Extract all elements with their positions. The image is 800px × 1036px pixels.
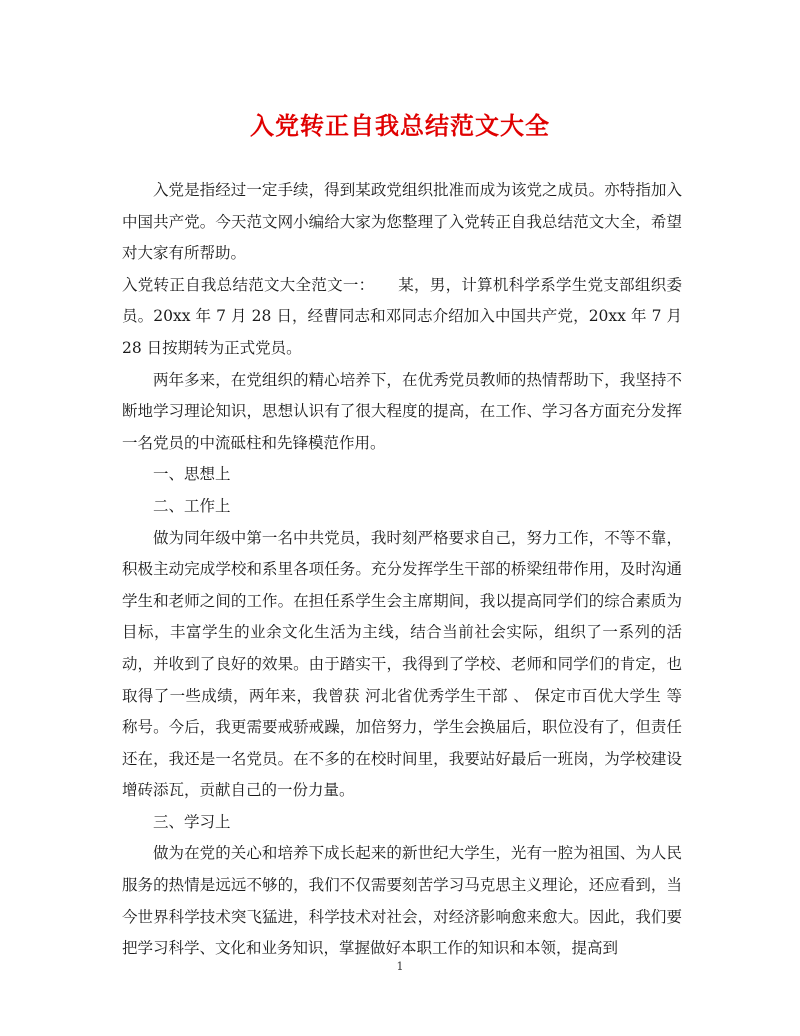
paragraph-study: 做为在党的关心和培养下成长起来的新世纪大学生，光有一腔为祖国、为人民服务的热情是远远不够的，我们不仅需要刻苦学习马克思主义理论，还应看到，当今世界科学技术突飞猛进，科学技术对社会，对经济影响愈来愈大。因此，我们要把学习科学、文化和业务知识，掌握做好本职工作的知识和本领，提高到	[122, 844, 682, 958]
paragraph-intro: 入党是指经过一定手续，得到某政党组织批准而成为该党之成员。亦特指加入中国共产党。今天范文网小编给大家为您整理了入党转正自我总结范文大全，希望对大家有所帮助。	[122, 181, 682, 263]
section-heading-thought: 一、思想上	[153, 465, 231, 484]
paragraph-work: 做为同年级中第一名中共党员，我时刻严格要求自己，努力工作，不等不靠，积极主动完成学校和系里各项任务。充分发挥学生干部的桥梁纽带作用，及时沟通学生和老师之间的工作。在担任系学生会主席期间，我以提高同学们的综合素质为目标，丰富学生的业余文化生活为主线，结合当前社会实际，组织了一系列的活动，并收到了良好的效果。由于踏实干，我得到了学校、老师和同学们的肯定，也取得了一些成绩，两年来，我曾获 河北省优秀学生干部 、 保定市百优大学生 等称号。今后，我更需要戒骄戒躁，加倍努力，学生会换届后，职位没有了，但责任还在，我还是一名党员。在不多的在校时间里，我要站好最后一班岗，为学校建设增砖添瓦，贡献自己的一份力量。	[122, 528, 682, 800]
paragraph-sample-one: 入党转正自我总结范文大全范文一： 某，男，计算机科学系学生党支部组织委员。20xx 年 7 月 28 日，经曹同志和邓同志介绍加入中国共产党，20xx 年 7 月 28 日按期转为正式党员。	[122, 275, 682, 357]
paragraph-two-years: 两年多来，在党组织的精心培养下，在优秀党员教师的热情帮助下，我坚持不断地学习理论知识，思想认识有了很大程度的提高，在工作、学习各方面充分发挥一名党员的中流砥柱和先锋模范作用。	[122, 370, 682, 452]
page-number: 1	[396, 960, 404, 973]
document-title: 入党转正自我总结范文大全	[250, 111, 550, 140]
document-body	[122, 175, 682, 965]
section-heading-work: 二、工作上	[153, 496, 231, 515]
section-heading-study: 三、学习上	[153, 812, 231, 831]
